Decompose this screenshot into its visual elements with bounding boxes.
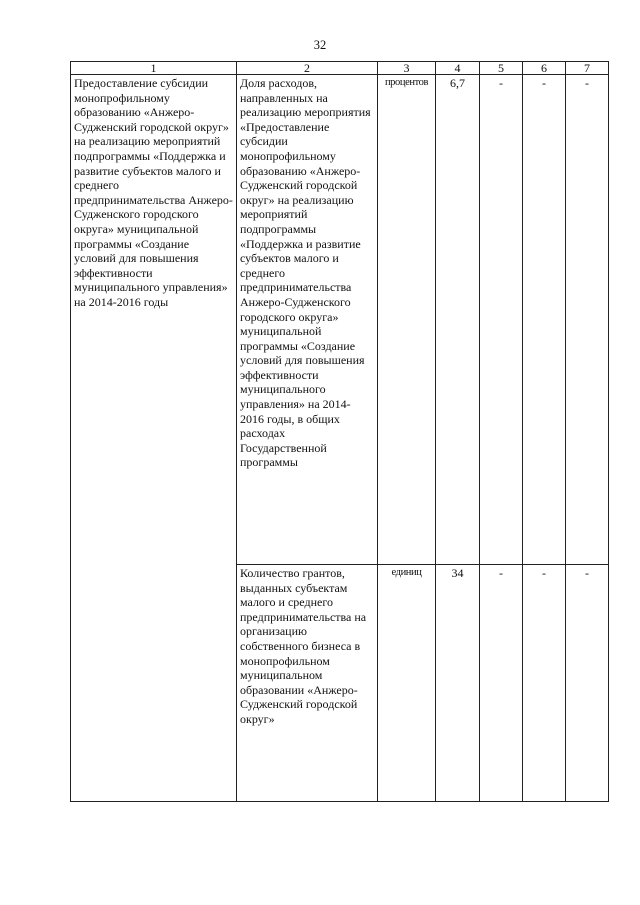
header-row xyxy=(71,62,609,75)
header-col-5: 5 xyxy=(480,62,523,75)
indicator-cell: Количество грантов, выданных субъектам малого и среднего предпринимательства на организацию собственного бизнеса в монопрофильном муниципальном образовании «Анжеро-Судженский городской округ» xyxy=(237,565,378,802)
value-cell-col4: 6,7 xyxy=(436,75,480,565)
value-cell-col4: 34 xyxy=(436,565,480,802)
header-col-7: 7 xyxy=(566,62,609,75)
header-col-3: 3 xyxy=(378,62,436,75)
header-col-6: 6 xyxy=(523,62,566,75)
value-cell-col6: - xyxy=(523,565,566,802)
page-number: 32 xyxy=(313,38,327,52)
indicator-cell: Доля расходов, направленных на реализацию мероприятия «Предоставление субсидии монопрофильному образованию «Анжеро-Судженский городской округ» на реализацию мероприятий подпрограммы «Поддержка и развитие субъектов малого и среднего предпринимательства Анжеро-Судженского городского округа» муниципальной программы «Создание условий для повышения эффективности муниципального управления» на 2014-2016 годы, в общих расходах Государственной программы xyxy=(237,75,378,565)
table-row xyxy=(71,565,609,802)
value-cell-col5: - xyxy=(480,565,523,802)
value-cell-col5: - xyxy=(480,75,523,565)
indicators-table xyxy=(70,61,609,802)
header-col-2: 2 xyxy=(237,62,378,75)
value-cell-col7: - xyxy=(566,565,609,802)
header-col-4: 4 xyxy=(436,62,480,75)
event-name-cell-continued xyxy=(71,565,237,802)
unit-cell: единиц xyxy=(378,565,436,802)
value-cell-col7: - xyxy=(566,75,609,565)
table-row xyxy=(71,75,609,565)
header-col-1: 1 xyxy=(71,62,237,75)
unit-cell: процентов xyxy=(378,75,436,565)
value-cell-col6: - xyxy=(523,75,566,565)
event-name-cell: Предоставление субсидии монопрофильному образованию «Анжеро-Судженский городской округ» на реализацию мероприятий подпрограммы «Поддержка и развитие субъектов малого и среднего предпринимательства Анжеро-Судженского городского округа» муниципальной программы «Создание условий для повышения эффективности муниципального управления» на 2014-2016 годы xyxy=(71,75,237,565)
